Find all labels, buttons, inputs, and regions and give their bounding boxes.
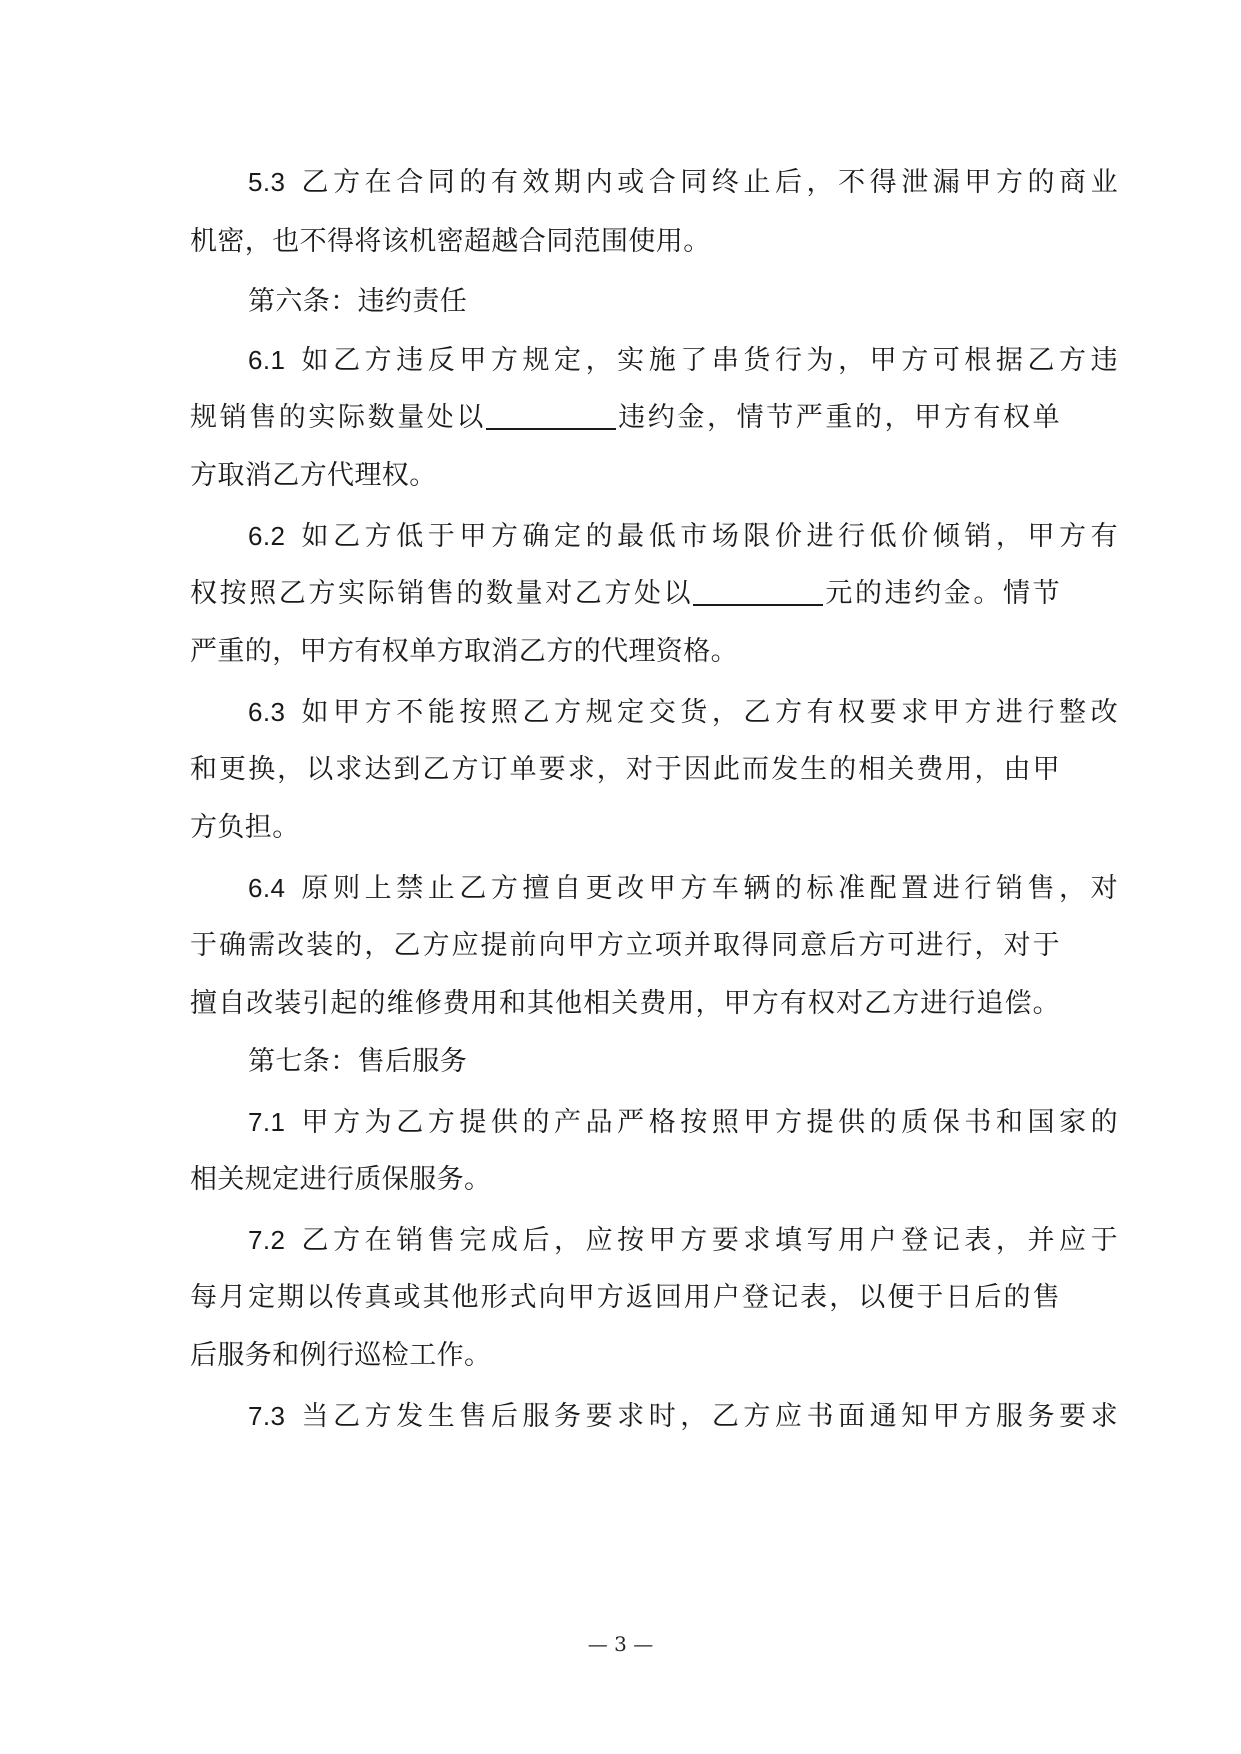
clause-7-2-line-2: 每月定期以传真或其他形式向甲方返回用户登记表，以便于日后的售 [190,1282,1060,1313]
clause-5-3-line-1: 5.3 乙方在合同的有效期内或合同终止后，不得泄漏甲方的商业 [248,167,1118,198]
clause-6-2-line-1: 6.2 如乙方低于甲方确定的最低市场限价进行低价倾销，甲方有 [248,521,1118,552]
clause-5-3-line-2: 机密，也不得将该机密超越合同范围使用。 [190,226,711,257]
clause-number: 7.3 [248,1401,286,1431]
clause-6-2-line-3: 严重的，甲方有权单方取消乙方的代理资格。 [190,636,738,667]
clause-6-1-line-3: 方取消乙方代理权。 [190,460,437,491]
clause-6-1-line-2: 规销售的实际数量处以 违约金，情节严重的，甲方有权单 [190,398,1060,438]
clause-number: 5.3 [248,167,286,197]
fill-in-blank [486,398,616,430]
article-7-heading: 第七条：售后服务 [248,1046,468,1077]
clause-number: 6.3 [248,697,286,727]
clause-7-1-line-1: 7.1 甲方为乙方提供的产品严格按照甲方提供的质保书和国家的 [248,1107,1118,1138]
fill-in-blank [693,574,823,606]
clause-number: 6.1 [248,345,286,375]
clause-number: 6.2 [248,521,286,551]
clause-7-1-line-2: 相关规定进行质保服务。 [190,1164,492,1195]
clause-7-2-line-1: 7.2 乙方在销售完成后，应按甲方要求填写用户登记表，并应于 [248,1225,1118,1256]
clause-6-3-line-1: 6.3 如甲方不能按照乙方规定交货，乙方有权要求甲方进行整改 [248,697,1118,728]
clause-6-4-line-2: 于确需改装的，乙方应提前向甲方立项并取得同意后方可进行，对于 [190,930,1060,961]
clause-number: 7.2 [248,1225,286,1255]
clause-6-4-line-3: 擅自改装引起的维修费用和其他相关费用，甲方有权对乙方进行追偿。 [190,988,1060,1019]
clause-6-3-line-2: 和更换，以求达到乙方订单要求，对于因此而发生的相关费用，由甲 [190,754,1060,785]
article-6-heading: 第六条：违约责任 [248,286,468,317]
clause-7-2-line-3: 后服务和例行巡检工作。 [190,1340,492,1371]
clause-6-4-line-1: 6.4 原则上禁止乙方擅自更改甲方车辆的标准配置进行销售，对 [248,873,1118,904]
clause-6-2-line-2: 权按照乙方实际销售的数量对乙方处以 元的违约金。情节 [190,574,1060,614]
clause-number: 6.4 [248,873,286,903]
clause-6-3-line-3: 方负担。 [190,812,300,843]
page-number: — 3 — [587,1632,654,1656]
clause-number: 7.1 [248,1107,286,1137]
clause-6-1-line-1: 6.1 如乙方违反甲方规定，实施了串货行为，甲方可根据乙方违 [248,345,1118,376]
clause-7-3-line-1: 7.3 当乙方发生售后服务要求时，乙方应书面通知甲方服务要求 [248,1401,1118,1432]
